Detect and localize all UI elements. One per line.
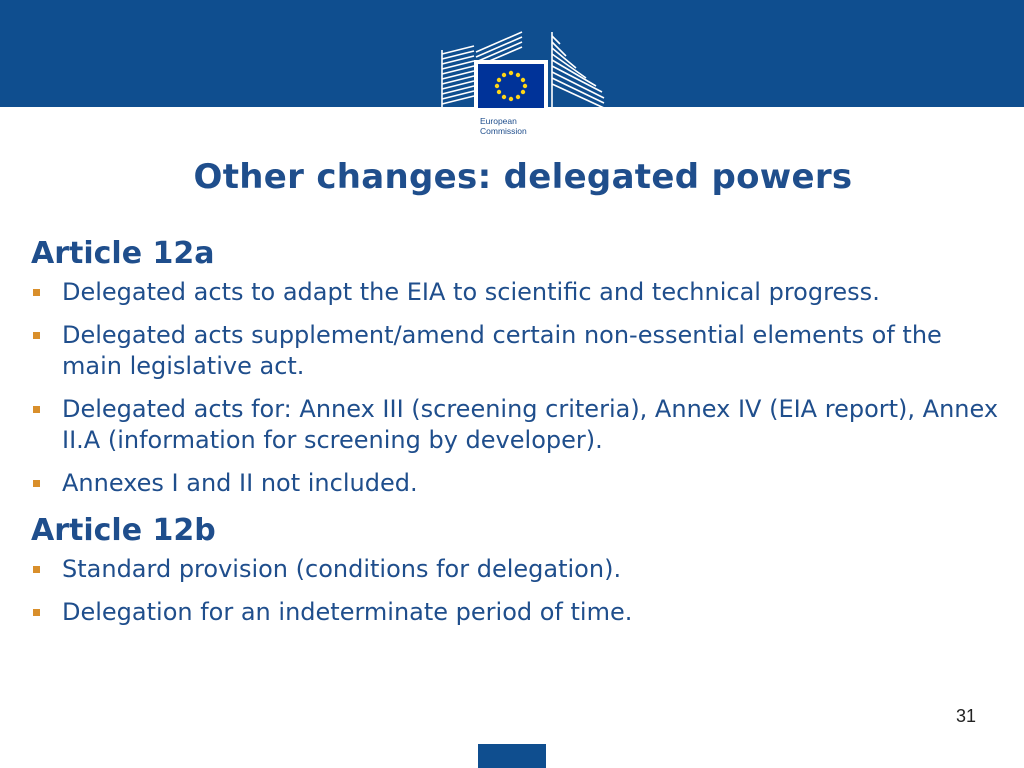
eu-flag — [478, 64, 544, 108]
page-number: 31 — [955, 706, 976, 726]
slide-content — [31, 234, 1001, 640]
logo-text-line2: Commission — [480, 126, 527, 136]
building-right-icon — [552, 32, 604, 108]
section-article-12a — [31, 234, 1001, 499]
bullet-text: Delegated acts for: Annex III (screening criteria), Annex IV (EIA report), Annex II.A (information for screening by developer). — [62, 395, 999, 454]
square-bullet-icon — [33, 332, 40, 339]
bullet-text: Delegated acts supplement/amend certain non-essential elements of the main legislative act. — [62, 321, 942, 380]
european-commission-logo — [436, 24, 606, 144]
section-heading: Article 12a — [31, 236, 215, 271]
section-heading: Article 12b — [31, 513, 216, 548]
square-bullet-icon — [33, 406, 40, 413]
footer-tab — [478, 744, 546, 768]
bullet-item — [31, 597, 1001, 628]
bullet-text: Standard provision (conditions for delegation). — [62, 555, 622, 583]
square-bullet-icon — [33, 609, 40, 616]
bullet-item — [31, 554, 1001, 585]
bullet-list — [31, 554, 1001, 628]
bullet-item — [31, 277, 1001, 308]
bullet-list — [31, 277, 1001, 499]
square-bullet-icon — [33, 289, 40, 296]
square-bullet-icon — [33, 566, 40, 573]
logo-text-line1: European — [480, 116, 517, 126]
bullet-item — [31, 394, 1001, 456]
bullet-item — [31, 320, 1001, 382]
bullet-item — [31, 468, 1001, 499]
section-article-12b — [31, 511, 1001, 628]
slide-title: Other changes: delegated powers — [193, 157, 853, 197]
bullet-text: Delegation for an indeterminate period of time. — [62, 598, 633, 626]
square-bullet-icon — [33, 480, 40, 487]
bullet-text: Delegated acts to adapt the EIA to scientific and technical progress. — [62, 278, 880, 306]
bullet-text: Annexes I and II not included. — [62, 469, 418, 497]
